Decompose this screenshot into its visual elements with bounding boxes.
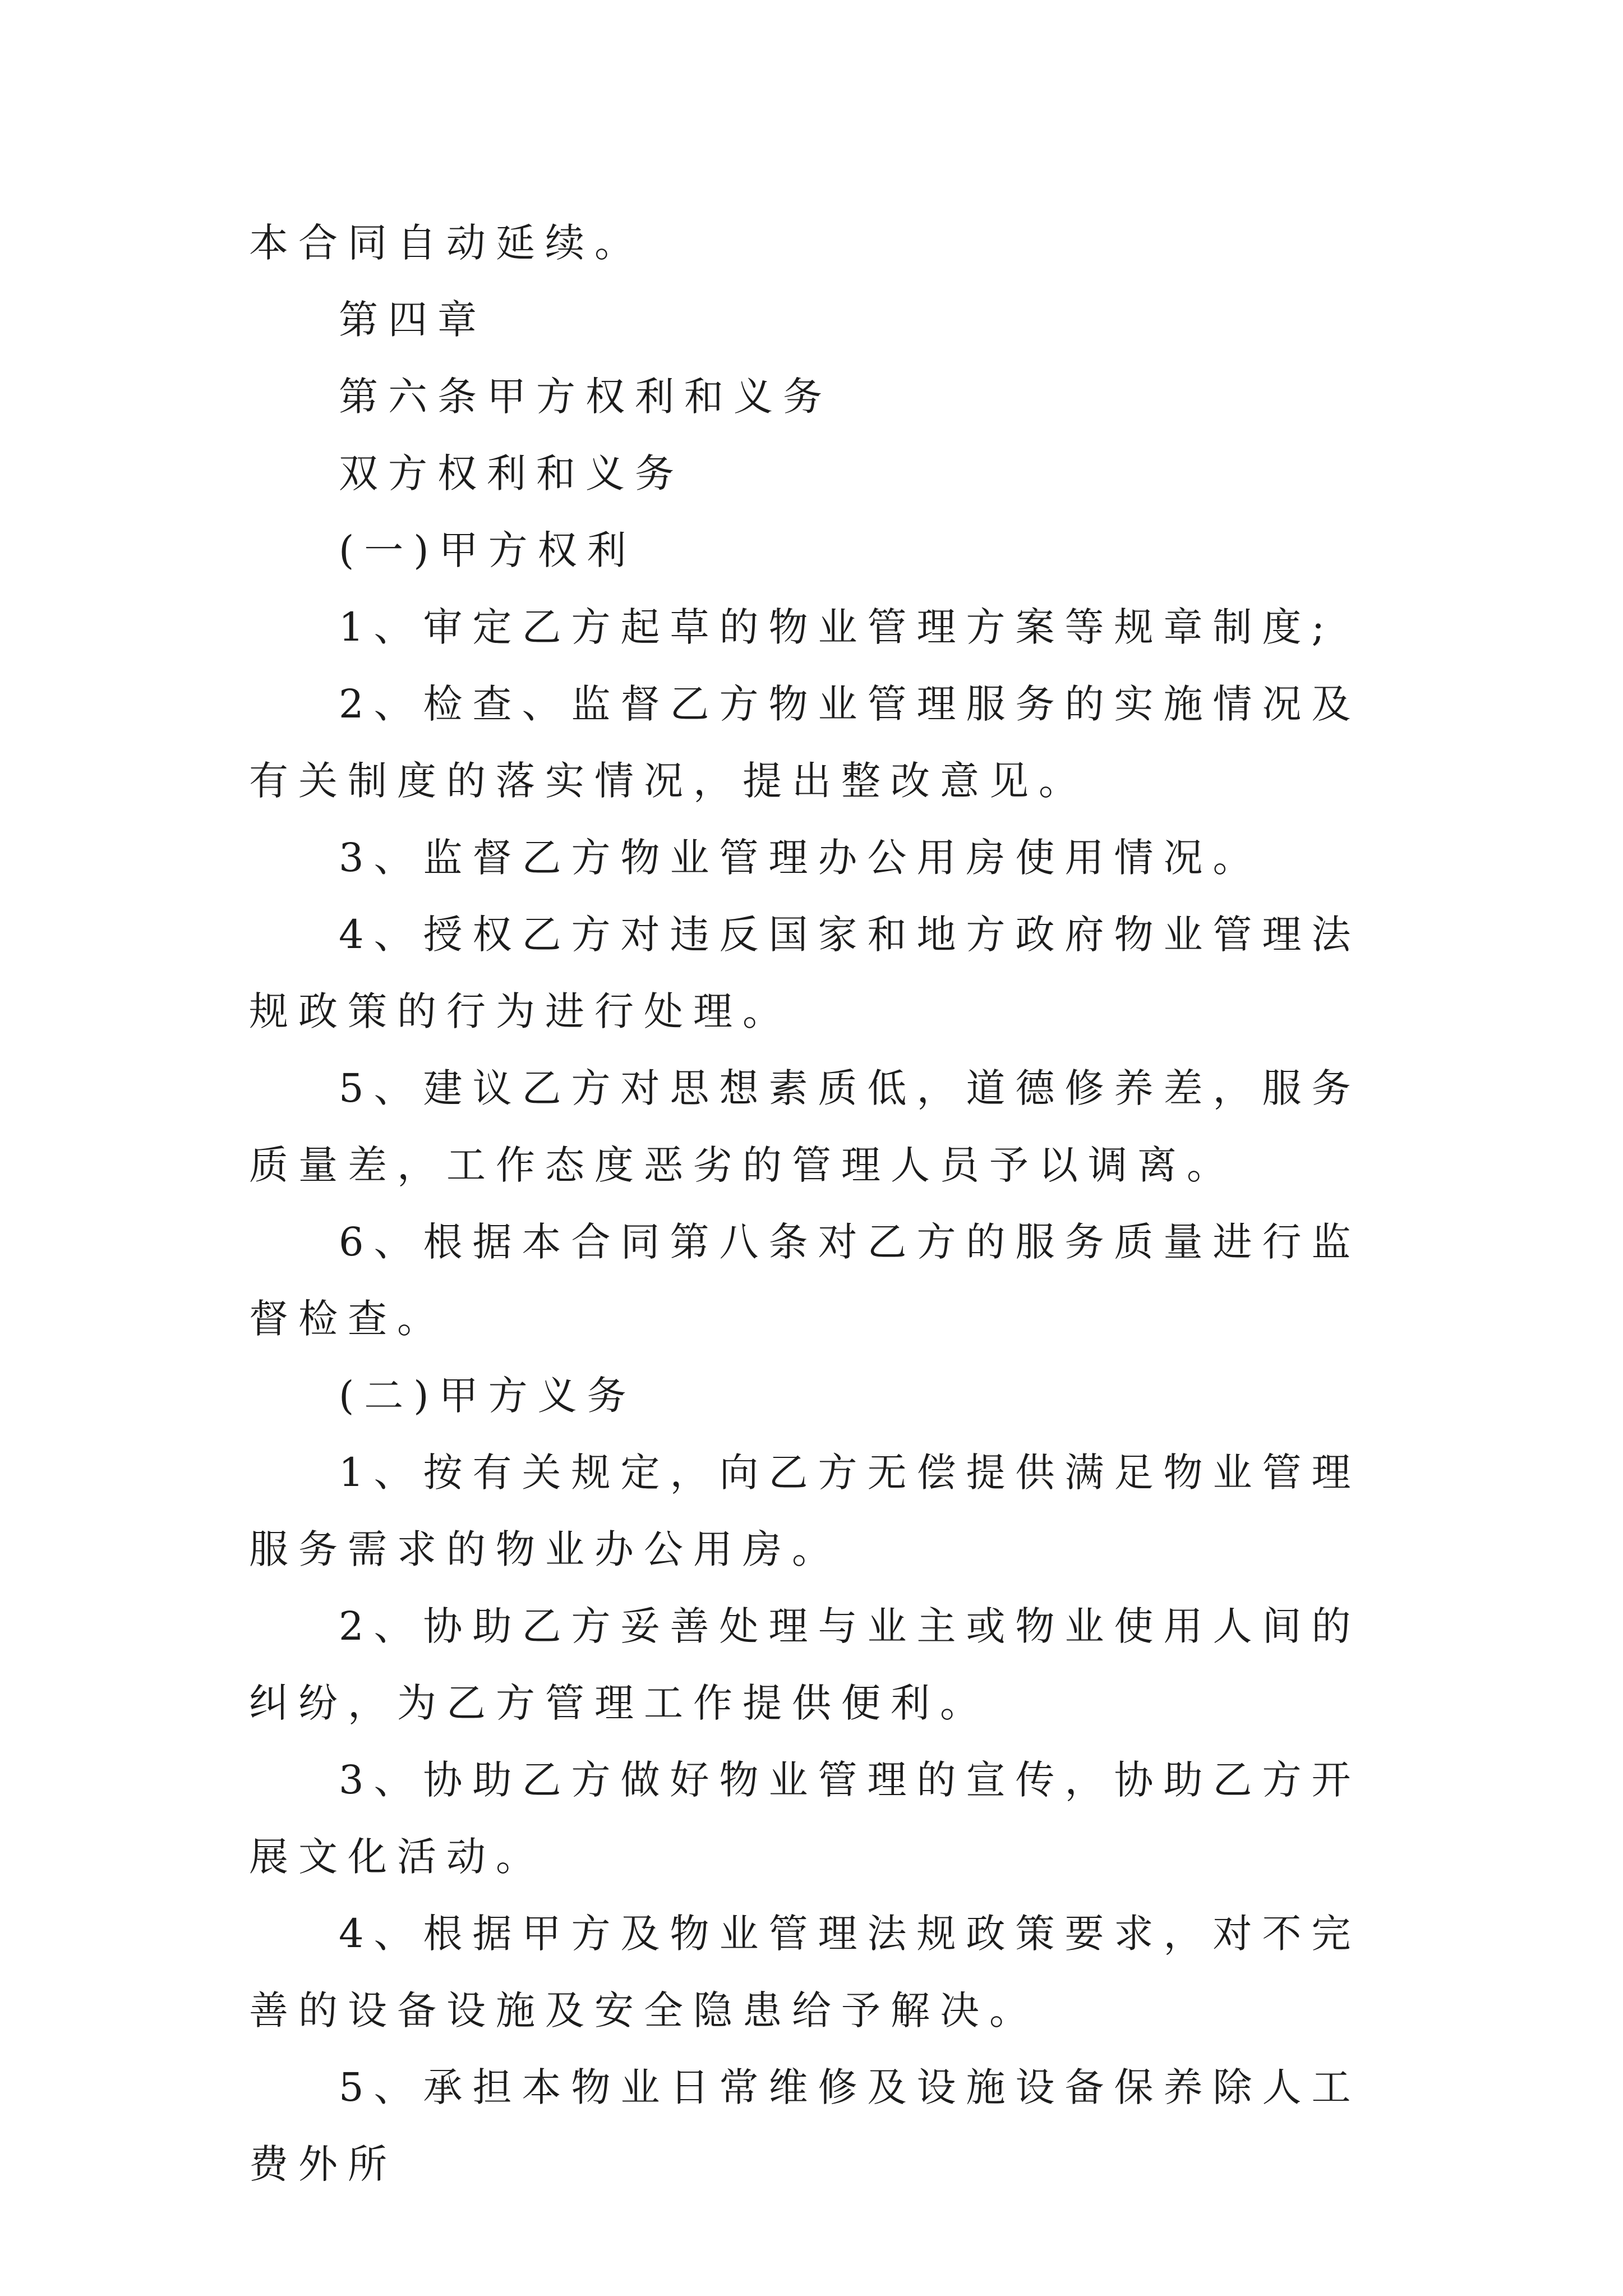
rights-item-4: 4、授权乙方对违反国家和地方政府物业管理法规政策的行为进行处理。 <box>249 912 1361 1034</box>
obligations-item-5: 5、承担本物业日常维修及设施设备保养除人工费外所 <box>249 2064 1361 2187</box>
obligations-item-3: 3、协助乙方做好物业管理的宣传，协助乙方开展文化活动。 <box>249 1757 1361 1880</box>
rights-item-6: 6、根据本合同第八条对乙方的服务质量进行监督检查。 <box>249 1219 1361 1342</box>
rights-item-3: 3、监督乙方物业管理办公用房使用情况。 <box>339 835 1262 881</box>
chapter-heading: 第四章 <box>339 297 487 343</box>
section-heading: 双方权利和义务 <box>339 450 684 496</box>
rights-item-2: 2、检查、监督乙方物业管理服务的实施情况及有关制度的落实情况，提出整改意见。 <box>249 681 1361 804</box>
obligations-item-2: 2、协助乙方妥善处理与业主或物业使用人间的纠纷，为乙方管理工作提供便利。 <box>249 1603 1361 1726</box>
document-body <box>249 205 1382 2203</box>
subsection-heading-party-a-obligations: (二)甲方义务 <box>339 1373 637 1419</box>
obligations-item-4: 4、根据甲方及物业管理法规政策要求，对不完善的设备设施及安全隐患给予解决。 <box>249 1911 1361 2033</box>
obligations-item-1: 1、按有关规定，向乙方无偿提供满足物业管理服务需求的物业办公用房。 <box>249 1450 1361 1572</box>
rights-item-5: 5、建议乙方对思想素质低，道德修养差，服务质量差，工作态度恶劣的管理人员予以调离。 <box>249 1065 1361 1188</box>
rights-item-1: 1、审定乙方起草的物业管理方案等规章制度; <box>339 604 1335 650</box>
subsection-heading-party-a-rights: (一)甲方权利 <box>339 527 637 573</box>
paragraph-contract-continuation: 本合同自动延续。 <box>249 220 644 266</box>
article-heading: 第六条甲方权利和义务 <box>339 374 832 420</box>
